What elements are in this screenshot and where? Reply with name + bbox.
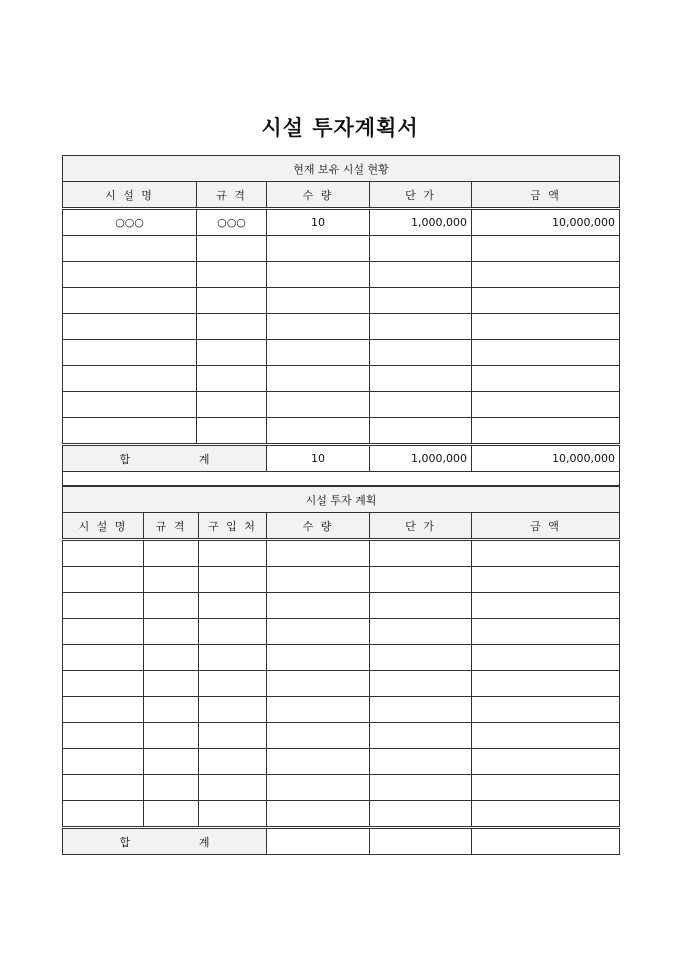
cell-amount[interactable] — [472, 540, 620, 567]
section-title: 시설 투자 계획 — [63, 487, 620, 513]
cell-unit-price[interactable] — [370, 236, 472, 262]
total-label — [63, 445, 267, 472]
cell-quantity[interactable] — [267, 619, 370, 645]
cell-facility-name[interactable] — [63, 418, 197, 445]
cell-spec[interactable] — [197, 314, 267, 340]
total-unit-price[interactable] — [370, 828, 472, 855]
cell-unit-price[interactable] — [370, 775, 472, 801]
total-row — [63, 445, 620, 472]
cell-unit-price[interactable] — [370, 749, 472, 775]
header-unit-price: 단 가 — [370, 513, 472, 540]
table-row — [63, 723, 620, 749]
table-row — [63, 697, 620, 723]
column-header-row — [63, 182, 620, 209]
cell-amount[interactable] — [472, 340, 620, 366]
table-row — [63, 671, 620, 697]
header-spec: 규 격 — [144, 513, 199, 540]
total-label-text: 합 계 — [119, 835, 210, 849]
cell-supplier[interactable] — [199, 775, 267, 801]
cell-amount[interactable] — [472, 366, 620, 392]
cell-supplier[interactable] — [199, 540, 267, 567]
cell-facility-name[interactable] — [63, 540, 144, 567]
cell-quantity[interactable] — [267, 262, 370, 288]
cell-amount[interactable] — [472, 801, 620, 828]
table-row — [63, 392, 620, 418]
header-amount: 금 액 — [472, 182, 620, 209]
table-row — [63, 801, 620, 828]
total-quantity[interactable] — [267, 828, 370, 855]
cell-spec[interactable] — [144, 801, 199, 828]
table-row — [63, 749, 620, 775]
cell-unit-price[interactable]: 1,000,000 — [370, 209, 472, 236]
table-row — [63, 593, 620, 619]
cell-spec[interactable] — [144, 619, 199, 645]
cell-quantity[interactable] — [267, 749, 370, 775]
table-row — [63, 262, 620, 288]
cell-spec[interactable] — [144, 540, 199, 567]
cell-quantity[interactable] — [267, 392, 370, 418]
cell-facility-name[interactable] — [63, 262, 197, 288]
cell-supplier[interactable] — [199, 749, 267, 775]
cell-amount[interactable] — [472, 619, 620, 645]
section-title: 현재 보유 시설 현황 — [63, 156, 620, 182]
cell-quantity[interactable] — [267, 671, 370, 697]
spacer-row — [63, 472, 620, 486]
section-header — [63, 487, 620, 513]
cell-quantity[interactable] — [267, 593, 370, 619]
cell-facility-name[interactable] — [63, 723, 144, 749]
cell-spec[interactable]: ○○○ — [197, 209, 267, 236]
cell-facility-name[interactable] — [63, 340, 197, 366]
header-quantity: 수 량 — [267, 513, 370, 540]
cell-unit-price[interactable] — [370, 593, 472, 619]
cell-spec[interactable] — [197, 366, 267, 392]
current-facilities-table — [62, 155, 620, 486]
cell-quantity[interactable] — [267, 697, 370, 723]
table-row — [63, 366, 620, 392]
cell-spec[interactable] — [197, 392, 267, 418]
cell-facility-name[interactable] — [63, 593, 144, 619]
cell-amount[interactable] — [472, 775, 620, 801]
cell-amount[interactable] — [472, 723, 620, 749]
cell-facility-name[interactable] — [63, 645, 144, 671]
cell-amount[interactable] — [472, 567, 620, 593]
cell-quantity[interactable] — [267, 314, 370, 340]
header-amount: 금 액 — [472, 513, 620, 540]
total-row — [63, 828, 620, 855]
cell-unit-price[interactable] — [370, 418, 472, 445]
cell-spec[interactable] — [144, 775, 199, 801]
cell-amount[interactable] — [472, 645, 620, 671]
cell-facility-name[interactable] — [63, 775, 144, 801]
cell-quantity[interactable] — [267, 288, 370, 314]
cell-facility-name[interactable] — [63, 619, 144, 645]
cell-spec[interactable] — [197, 236, 267, 262]
cell-quantity[interactable] — [267, 775, 370, 801]
cell-spec[interactable] — [197, 418, 267, 445]
cell-facility-name[interactable] — [63, 671, 144, 697]
cell-supplier[interactable] — [199, 567, 267, 593]
header-facility-name: 시 설 명 — [63, 513, 144, 540]
cell-spec[interactable] — [144, 567, 199, 593]
total-quantity[interactable]: 10 — [267, 445, 370, 472]
cell-amount[interactable] — [472, 671, 620, 697]
cell-amount[interactable] — [472, 697, 620, 723]
cell-unit-price[interactable] — [370, 697, 472, 723]
header-spec: 규 격 — [197, 182, 267, 209]
cell-amount[interactable] — [472, 593, 620, 619]
cell-supplier[interactable] — [199, 801, 267, 828]
cell-quantity[interactable] — [267, 340, 370, 366]
cell-unit-price[interactable] — [370, 288, 472, 314]
cell-facility-name[interactable] — [63, 801, 144, 828]
total-label-text: 합 계 — [119, 452, 210, 466]
table-row — [63, 236, 620, 262]
cell-amount[interactable]: 10,000,000 — [472, 209, 620, 236]
table-row — [63, 619, 620, 645]
cell-quantity[interactable]: 10 — [267, 209, 370, 236]
cell-supplier[interactable] — [199, 697, 267, 723]
cell-amount[interactable] — [472, 418, 620, 445]
total-amount[interactable]: 10,000,000 — [472, 445, 620, 472]
cell-spec[interactable] — [144, 593, 199, 619]
cell-amount[interactable] — [472, 314, 620, 340]
cell-quantity[interactable] — [267, 540, 370, 567]
cell-facility-name[interactable] — [63, 236, 197, 262]
cell-spec[interactable] — [197, 288, 267, 314]
cell-amount[interactable] — [472, 288, 620, 314]
cell-spec[interactable] — [197, 340, 267, 366]
header-quantity: 수 량 — [267, 182, 370, 209]
cell-spec[interactable] — [144, 671, 199, 697]
cell-unit-price[interactable] — [370, 392, 472, 418]
cell-unit-price[interactable] — [370, 262, 472, 288]
cell-facility-name[interactable]: ○○○ — [63, 209, 197, 236]
cell-spec[interactable] — [144, 723, 199, 749]
cell-unit-price[interactable] — [370, 340, 472, 366]
table-row — [63, 567, 620, 593]
cell-amount[interactable] — [472, 749, 620, 775]
cell-facility-name[interactable] — [63, 288, 197, 314]
cell-amount[interactable] — [472, 236, 620, 262]
investment-plan-table — [62, 486, 620, 855]
cell-unit-price[interactable] — [370, 801, 472, 828]
table-row — [63, 209, 620, 236]
table-row — [63, 645, 620, 671]
cell-unit-price[interactable] — [370, 645, 472, 671]
cell-spec[interactable] — [144, 749, 199, 775]
header-supplier: 구 입 처 — [199, 513, 267, 540]
cell-quantity[interactable] — [267, 567, 370, 593]
table-row — [63, 288, 620, 314]
total-amount[interactable] — [472, 828, 620, 855]
cell-amount[interactable] — [472, 262, 620, 288]
cell-unit-price[interactable] — [370, 723, 472, 749]
cell-facility-name[interactable] — [63, 366, 197, 392]
cell-spec[interactable] — [144, 645, 199, 671]
cell-facility-name[interactable] — [63, 697, 144, 723]
cell-supplier[interactable] — [199, 723, 267, 749]
table-row — [63, 775, 620, 801]
cell-supplier[interactable] — [199, 619, 267, 645]
cell-facility-name[interactable] — [63, 749, 144, 775]
cell-supplier[interactable] — [199, 671, 267, 697]
cell-quantity[interactable] — [267, 366, 370, 392]
table-row — [63, 540, 620, 567]
cell-unit-price[interactable] — [370, 366, 472, 392]
total-label — [63, 828, 267, 855]
page-title: 시설 투자계획서 — [261, 116, 419, 140]
table-row — [63, 340, 620, 366]
cell-quantity[interactable] — [267, 645, 370, 671]
cell-quantity[interactable] — [267, 723, 370, 749]
header-unit-price: 단 가 — [370, 182, 472, 209]
cell-unit-price[interactable] — [370, 671, 472, 697]
spacer-cell — [63, 472, 620, 486]
cell-spec[interactable] — [144, 697, 199, 723]
cell-unit-price[interactable] — [370, 567, 472, 593]
table-row — [63, 314, 620, 340]
cell-supplier[interactable] — [199, 645, 267, 671]
cell-quantity[interactable] — [267, 801, 370, 828]
cell-unit-price[interactable] — [370, 314, 472, 340]
cell-amount[interactable] — [472, 392, 620, 418]
cell-quantity[interactable] — [267, 236, 370, 262]
cell-spec[interactable] — [197, 262, 267, 288]
cell-unit-price[interactable] — [370, 540, 472, 567]
header-facility-name: 시 설 명 — [63, 182, 197, 209]
cell-facility-name[interactable] — [63, 392, 197, 418]
table-row — [63, 418, 620, 445]
cell-quantity[interactable] — [267, 418, 370, 445]
cell-facility-name[interactable] — [63, 314, 197, 340]
cell-facility-name[interactable] — [63, 567, 144, 593]
section-header — [63, 156, 620, 182]
cell-unit-price[interactable] — [370, 619, 472, 645]
column-header-row — [63, 513, 620, 540]
total-unit-price[interactable]: 1,000,000 — [370, 445, 472, 472]
cell-supplier[interactable] — [199, 593, 267, 619]
